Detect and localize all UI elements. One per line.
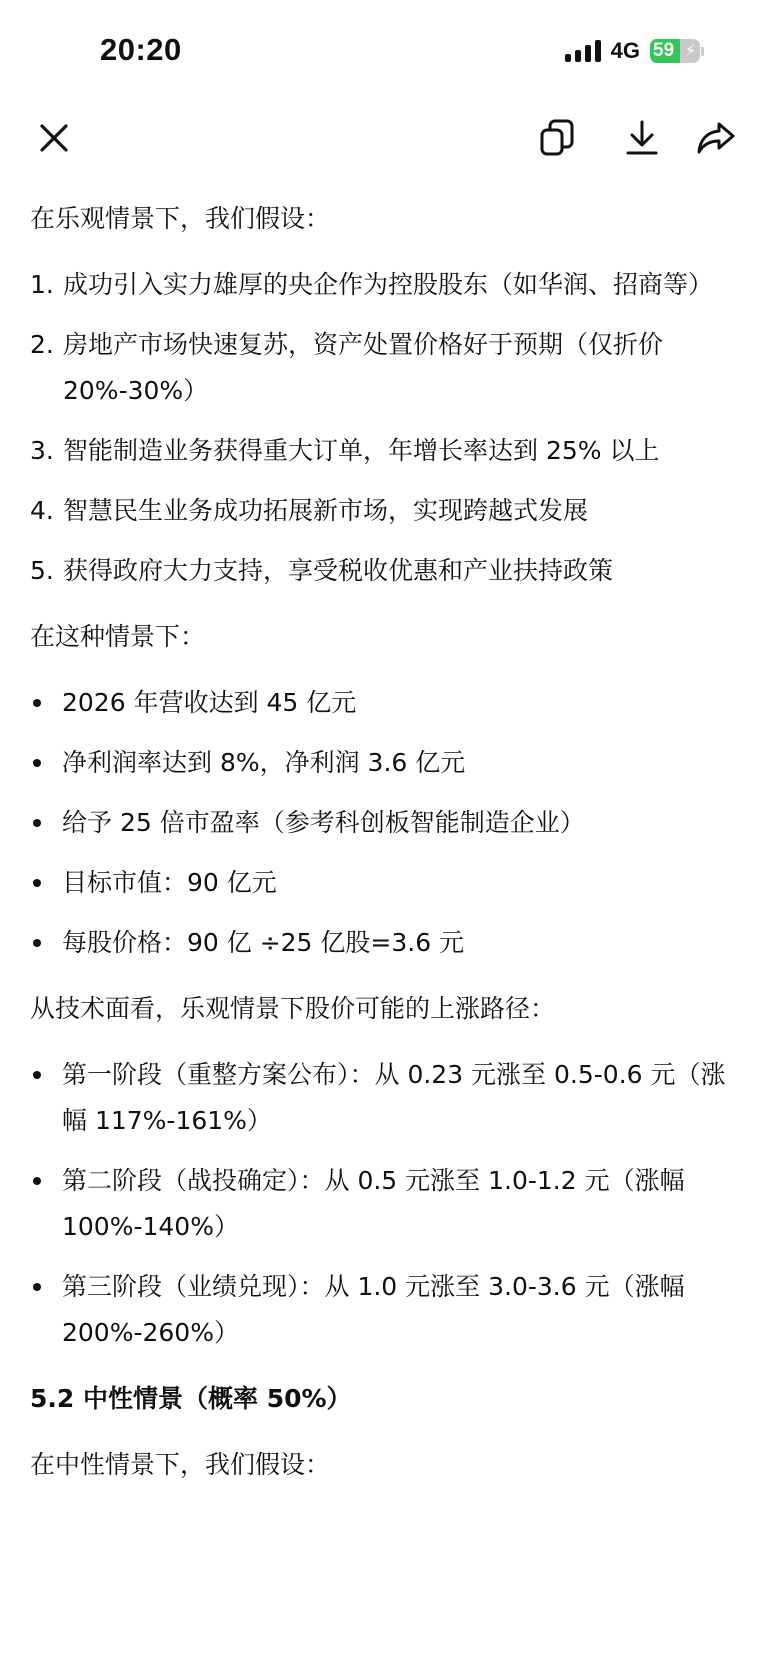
list-number: 2.: [30, 330, 54, 359]
copy-icon: [538, 118, 578, 158]
bullet-icon: [30, 740, 62, 786]
close-icon: [36, 120, 72, 156]
close-button[interactable]: [26, 110, 82, 166]
list-number: 1.: [30, 270, 54, 299]
download-button[interactable]: [614, 110, 670, 166]
list-item: [30, 800, 730, 846]
bullet-icon: [30, 1158, 62, 1250]
article-content: [30, 196, 730, 1508]
status-indicators: [565, 38, 704, 64]
share-button[interactable]: [688, 110, 744, 166]
list-text: 第二阶段（战投确定）：从 0.5 元涨至 1.0-1.2 元（涨幅 100%-140%）: [62, 1166, 685, 1241]
list-number: 4.: [30, 496, 54, 525]
download-icon: [622, 118, 662, 158]
list-text: 成功引入实力雄厚的央企作为控股股东（如华润、招商等）: [63, 270, 714, 299]
list-item: [30, 1052, 730, 1144]
neutral-intro: 在中性情景下，我们假设：: [30, 1450, 331, 1479]
list-item: [30, 548, 730, 594]
bullet-icon: [30, 1052, 62, 1144]
scenario-list: [30, 680, 730, 966]
list-item: [30, 920, 730, 966]
copy-button[interactable]: [530, 110, 586, 166]
charging-bolt-icon: ⚡: [684, 41, 696, 60]
list-text: 第一阶段（重整方案公布）：从 0.23 元涨至 0.5-0.6 元（涨幅 117%-161%）: [62, 1060, 726, 1135]
list-item: [30, 680, 730, 726]
list-number: 5.: [30, 556, 54, 585]
battery-icon: [650, 39, 700, 63]
bullet-icon: [30, 860, 62, 906]
list-text: 每股价格：90 亿 ÷25 亿股=3.6 元: [62, 928, 465, 957]
bullet-icon: [30, 800, 62, 846]
technical-intro: 从技术面看，乐观情景下股价可能的上涨路径：: [30, 994, 556, 1023]
network-type: 4G: [610, 38, 640, 63]
list-item: [30, 322, 730, 414]
list-text: 净利润率达到 8%，净利润 3.6 亿元: [62, 748, 466, 777]
list-item: [30, 1158, 730, 1250]
list-text: 房地产市场快速复苏，资产处置价格好于预期（仅折价 20%-30%）: [63, 330, 664, 405]
list-item: [30, 860, 730, 906]
list-text: 目标市值：90 亿元: [62, 868, 277, 897]
list-item: [30, 428, 730, 474]
list-text: 2026 年营收达到 45 亿元: [62, 688, 357, 717]
list-item: [30, 1264, 730, 1356]
bullet-icon: [30, 1264, 62, 1356]
optimistic-intro: 在乐观情景下，我们假设：: [30, 204, 331, 233]
status-time: 20:20: [100, 32, 182, 67]
status-bar: [0, 0, 768, 100]
bullet-icon: [30, 920, 62, 966]
price-path-list: [30, 1052, 730, 1356]
assumption-list: [30, 262, 730, 594]
list-item: [30, 740, 730, 786]
list-text: 给予 25 倍市盈率（参考科创板智能制造企业）: [62, 808, 585, 837]
cellular-signal-icon: [565, 40, 601, 62]
battery-cap: [701, 47, 704, 56]
battery-level: 59: [653, 40, 675, 61]
list-number: 3.: [30, 436, 54, 465]
section-heading: 5.2 中性情景（概率 50%）: [30, 1384, 352, 1413]
list-item: [30, 262, 730, 308]
list-text: 智能制造业务获得重大订单，年增长率达到 25% 以上: [63, 436, 660, 465]
bullet-icon: [30, 680, 62, 726]
list-item: [30, 488, 730, 534]
list-text: 获得政府大力支持，享受税收优惠和产业扶持政策: [63, 556, 614, 585]
share-icon: [695, 118, 737, 158]
scenario-intro: 在这种情景下：: [30, 622, 206, 651]
top-toolbar: [0, 110, 768, 180]
list-text: 第三阶段（业绩兑现）：从 1.0 元涨至 3.0-3.6 元（涨幅 200%-260%）: [62, 1272, 685, 1347]
list-text: 智慧民生业务成功拓展新市场，实现跨越式发展: [63, 496, 589, 525]
